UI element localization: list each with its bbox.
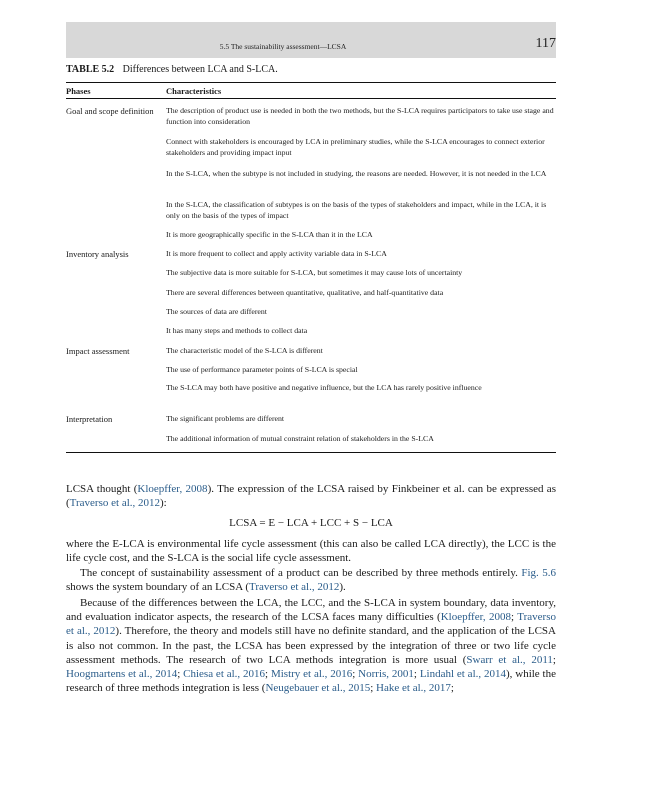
table-row: The significant problems are different xyxy=(166,414,285,423)
citation-link[interactable]: Hoogmartens et al., 2014 xyxy=(66,668,178,681)
citation-link[interactable]: Kloepffer, 2008 xyxy=(440,611,511,624)
phase-interpretation: Interpretation xyxy=(66,414,113,424)
citation-link[interactable]: Traverso et al., 2012 xyxy=(66,611,556,638)
table-header-rule xyxy=(66,98,556,99)
table-bottom-rule xyxy=(66,452,556,453)
body-paragraph-4: Because of the differences between the LCA, the LCC, and the S-LCA in system boundary, data inventory, and evaluation indicator aspects, the research of the LCSA faces many difficulties (Kloepffer, 2008; Traverso et al., 2012). Therefore, the theory and models still have no definite standard, and the application of the LCSA is also not common. In the past, the LCSA has been expressed by the integration of three or two life cycle assessment methods. The research of two LCA methods integration is more usual (Swarr et al., 2011; Hoogmartens et al., 2014; Chiesa et al., 2016; Mistry et al., 2016; Norris, 2001; Lindahl et al., 2014), while the research of three methods integration is less (Neugebauer et al., 2015; Hake et al., 2017; xyxy=(66,597,556,695)
body-paragraph-3: The concept of sustainability assessment of a product can be described by three methods entirely. Fig. 5.6 shows the system boundary of an LCSA (Traverso et al., 2012). xyxy=(66,567,556,594)
table-row: It is more geographically specific in the S-LCA than it in the LCA xyxy=(166,230,373,239)
body-paragraph-2: where the E-LCA is environmental life cycle assessment (this can also be called LCA directly), the LCC is the life cycle cost, and the S-LCA is the social life cycle assessment. xyxy=(66,538,556,565)
phase-impact-assessment: Impact assessment xyxy=(66,346,130,356)
table-label: TABLE 5.2 xyxy=(66,64,115,75)
citation-link[interactable]: Mistry et al., 2016 xyxy=(270,668,353,681)
table-row: The sources of data are different xyxy=(166,307,267,316)
table-title: Differences between LCA and S-LCA. xyxy=(122,64,278,75)
table-row: It is more frequent to collect and apply activity variable data in S-LCA xyxy=(166,249,387,258)
citation-link[interactable]: Traverso et al., 2012 xyxy=(69,497,161,510)
table-row: The description of product use is needed in both the two methods, but the S-LCA requires participators to take use stage and function into consideration xyxy=(166,106,554,126)
phase-goal-scope: Goal and scope definition xyxy=(66,106,154,116)
citation-link[interactable]: Neugebauer et al., 2015 xyxy=(265,682,371,695)
citation-link[interactable]: Lindahl et al., 2014 xyxy=(419,668,506,681)
table-row: The S-LCA may both have positive and negative influence, but the LCA has rarely positive influence xyxy=(166,383,482,392)
citation-link[interactable]: Norris, 2001 xyxy=(358,668,414,681)
running-title: 5.5 The sustainability assessment—LCSA xyxy=(219,42,347,51)
column-header-phases: Phases xyxy=(66,86,91,96)
table-row: Connect with stakeholders is encouraged by LCA in preliminary studies, while the S-LCA encourages to connect exterior stakeholders and providing impact input xyxy=(166,137,545,157)
citation-link[interactable]: Swarr et al., 2011 xyxy=(466,653,553,666)
table-top-rule xyxy=(66,82,556,83)
running-header-bar xyxy=(66,22,556,58)
body-paragraph-1: LCSA thought (Kloepffer, 2008). The expression of the LCSA raised by Finkbeiner et al. can be expressed as (Traverso et al., 2012): xyxy=(66,483,556,510)
table-row: In the S-LCA, the classification of subtypes is on the basis of the types of stakeholders and impact, while in the LCA, it is only on the basis of the types of impact xyxy=(166,200,547,220)
phase-inventory-analysis: Inventory analysis xyxy=(66,249,129,259)
table-row: In the S-LCA, when the subtype is not included in studying, the reasons are needed. However, it is not needed in the LCA xyxy=(166,169,547,178)
table-caption xyxy=(66,64,278,75)
table-row: The use of performance parameter points of S-LCA is special xyxy=(166,365,358,374)
figure-link[interactable]: Fig. 5.6 xyxy=(521,567,556,579)
citation-link[interactable]: Kloepffer, 2008 xyxy=(137,483,208,495)
table-row: There are several differences between quantitative, qualitative, and half-quantitative data xyxy=(166,288,444,297)
table-row: The characteristic model of the S-LCA is different xyxy=(166,346,323,355)
table-row: The additional information of mutual constraint relation of stakeholders in the S-LCA xyxy=(166,434,434,443)
page-number: 117 xyxy=(535,36,556,51)
table-row: The subjective data is more suitable for S-LCA, but sometimes it may cause lots of uncertainty xyxy=(166,268,463,277)
table-row: It has many steps and methods to collect data xyxy=(166,326,308,335)
citation-link[interactable]: Chiesa et al., 2016 xyxy=(183,668,266,681)
lcsa-equation: LCSA = E − LCA + LCC + S − LCA xyxy=(229,517,393,529)
column-header-characteristics: Characteristics xyxy=(166,86,222,96)
citation-link[interactable]: Traverso et al., 2012 xyxy=(249,581,340,594)
citation-link[interactable]: Hake et al., 2017 xyxy=(376,682,451,695)
